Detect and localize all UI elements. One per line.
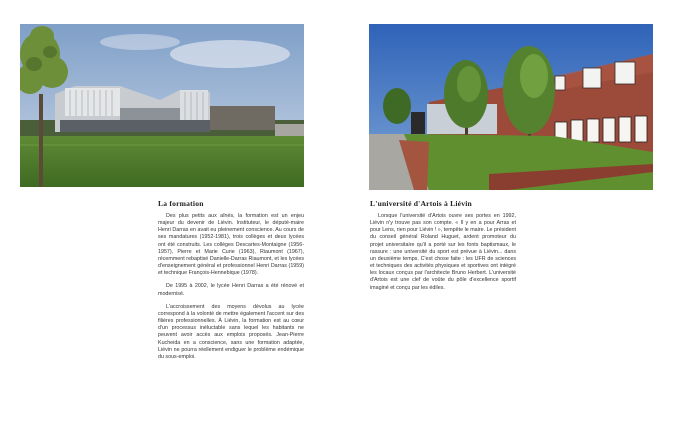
paragraph: L'accroissement des moyens dévolus au lycée correspond à la volonté de mettre également l'accent sur des filières professionnelles. À Liévin, la formation est au cœur d'un processus inéluctable sans lequel les habitants ne peuvent avoir accès aux emplois proposés. Jean-Pierre Kucheida en a conscience, sans une formation adaptée, Liévin ne pourra réellement endiguer le problème endémique du sous-emploi.: [158, 303, 304, 360]
paragraph: Lorsque l'université d'Artois ouvre ses portes en 1992, Liévin n'y trouve pas son compte. « Il y en a pour Arras et pour Lens, rien pour Liévin ! », tempête le maire. Le président du conseil général Roland Huguet, ardent promoteur du projet universitaire qu'il a porté sur les fonts baptismaux, le rassure : une université du sport est prévue à Liévin... dans un deuxième temps. C'est chose faite : les UFR de sciences et techniques des activités physiques et sportives ont intégré les locaux conçus par l'architecte Bruno Herbert. L'université d'Artois est une clef de voûte du pôle d'excellence sportif imaginé et conçu par les édiles.: [370, 213, 516, 291]
universite-photo: [369, 24, 653, 190]
paragraph: De 1995 à 2002, le lycée Henri Darras a été rénové et modernisé.: [158, 283, 304, 297]
section-heading: La formation: [158, 199, 204, 208]
paragraph: Des plus petits aux aînés, la formation est un enjeu majeur du devenir de Liévin. Instituteur, le député-maire Henri Darras en avait eu pleinement conscience. Au cours de ses mandatures (1952-1981), trois collèges et deux lycées ont été construits. Les collèges Descartes-Montaigne (1956-1957), Pierre et Marie Curie (1963), Riaumont (1967), récemment rebaptisé Danielle-Darras Riaumont, et les lycées d'enseignement général et professionnel Henri Darras (1959) et technique François-Hennebique (1978).: [158, 213, 304, 277]
lycee-photo: [20, 24, 304, 187]
formation-column: [158, 199, 304, 367]
section-heading: L'université d'Artois à Liévin: [370, 199, 472, 208]
universite-column: [370, 199, 516, 298]
